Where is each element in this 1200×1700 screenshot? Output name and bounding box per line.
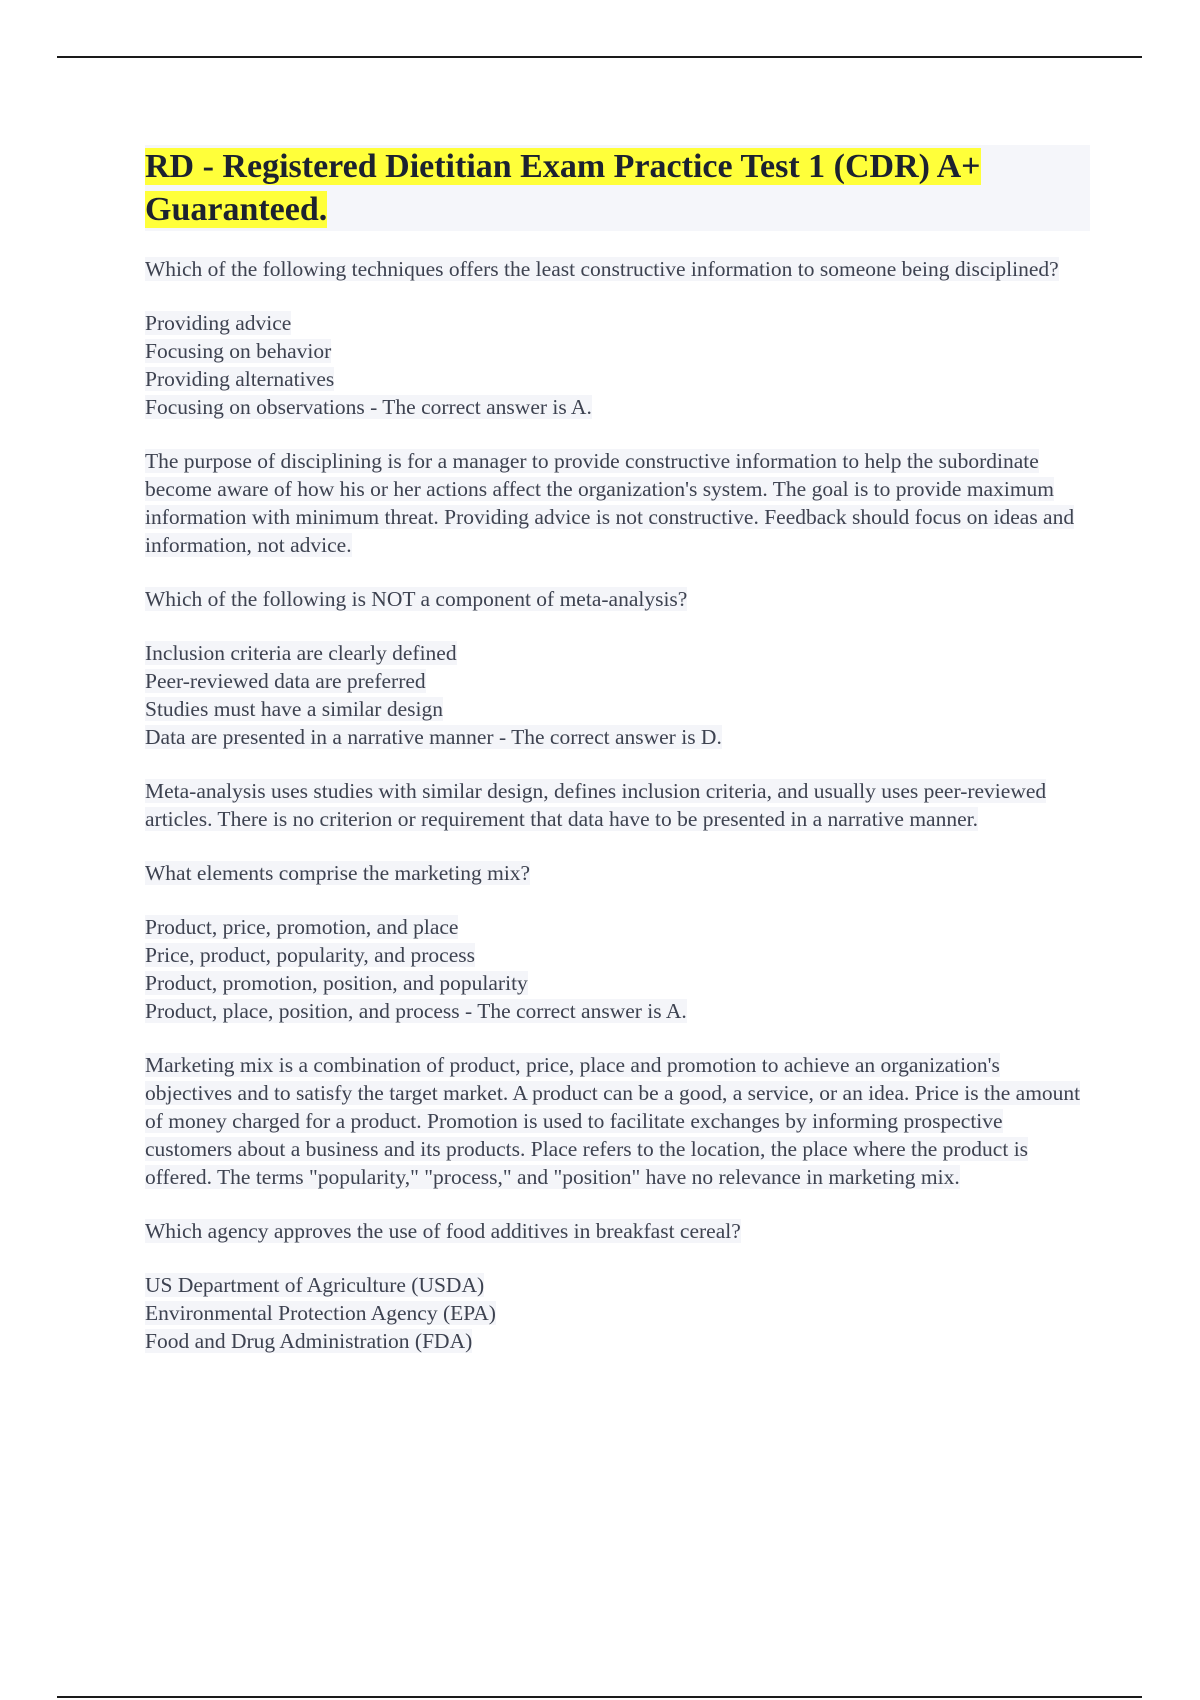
option: Price, product, popularity, and process (145, 943, 475, 967)
option: Focusing on observations - The correct answer is A. (145, 395, 592, 419)
option: Data are presented in a narrative manner - The correct answer is D. (145, 725, 722, 749)
option: Product, place, position, and process - The correct answer is A. (145, 999, 687, 1023)
explanation-1-text: The purpose of disciplining is for a manager to provide constructive information to help the subordinate become aware of how his or her actions affect the organization's system. The goal is to provide maximum information with minimum threat. Providing advice is not constructive. Feedback should focus on ideas and information, not advice. (145, 449, 1075, 557)
option: Peer-reviewed data are preferred (145, 669, 426, 693)
explanation-2 (145, 777, 1090, 833)
question-4 (145, 1217, 1090, 1245)
option: Providing alternatives (145, 367, 335, 391)
question-1 (145, 255, 1090, 283)
question-2-text: Which of the following is NOT a component of meta-analysis? (145, 587, 688, 611)
question-4-text: Which agency approves the use of food additives in breakfast cereal? (145, 1219, 741, 1243)
question-2-options (145, 639, 1090, 751)
question-1-text: Which of the following techniques offers the least constructive information to someone being disciplined? (145, 257, 1059, 281)
option: Environmental Protection Agency (EPA) (145, 1301, 496, 1325)
question-3-text: What elements comprise the marketing mix? (145, 861, 531, 885)
explanation-3 (145, 1051, 1090, 1191)
option: Focusing on behavior (145, 339, 332, 363)
question-2 (145, 585, 1090, 613)
document-body (145, 145, 1090, 1381)
question-3 (145, 859, 1090, 887)
title-block (145, 145, 1090, 231)
document-title-text: RD - Registered Dietitian Exam Practice Test 1 (CDR) A+ Guaranteed. (145, 148, 981, 228)
explanation-1 (145, 447, 1090, 559)
option: US Department of Agriculture (USDA) (145, 1273, 485, 1297)
explanation-3-text: Marketing mix is a combination of product, price, place and promotion to achieve an organization's objectives and to satisfy the target market. A product can be a good, a service, or an idea. Price is the amount of money charged for a product. Promotion is used to facilitate exchanges by informing prospective customers about a business and its products. Place refers to the location, the place where the product is offered. The terms "popularity," "process," and "position" have no relevance in marketing mix. (145, 1053, 1081, 1189)
bottom-rule (57, 1696, 1142, 1698)
question-4-options (145, 1271, 1090, 1355)
explanation-2-text: Meta-analysis uses studies with similar design, defines inclusion criteria, and usually uses peer-reviewed articles. There is no criterion or requirement that data have to be presented in a narrative manner. (145, 779, 1047, 831)
option: Providing advice (145, 311, 292, 335)
question-1-options (145, 309, 1090, 421)
option: Inclusion criteria are clearly defined (145, 641, 457, 665)
question-3-options (145, 913, 1090, 1025)
top-rule (57, 56, 1142, 58)
document-title (145, 145, 1090, 231)
option: Food and Drug Administration (FDA) (145, 1329, 473, 1353)
option: Product, promotion, position, and popularity (145, 971, 528, 995)
option: Studies must have a similar design (145, 697, 443, 721)
option: Product, price, promotion, and place (145, 915, 459, 939)
